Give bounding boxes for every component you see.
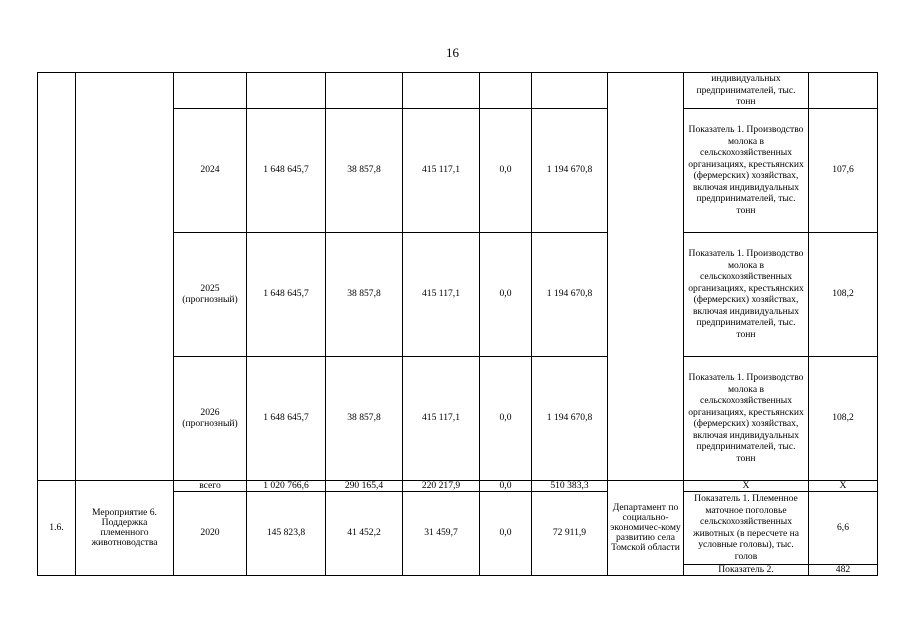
cell-regional [403,73,480,109]
cell-indicator: Х [684,480,809,491]
cell-indicator: Показатель 1. Производство молока в сельскохозяйственных организациях, крестьянских (фермерских) хозяйствах, включая индивидуальных предпринимателей, тыс. тонн [684,356,809,480]
cell-indicator: Показатель 1. Племенное маточное поголовье сельскохозяйственных животных (в пересчете на условные головы), тыс. голов [684,491,809,564]
cell-measure: Мероприятие 6. Поддержка племенного животноводства [76,480,174,575]
cell-local: 0,0 [480,491,532,575]
cell-extra: 510 383,3 [532,480,608,491]
cell-extra [532,73,608,109]
page-number: 16 [446,45,459,60]
cell-year: всего [174,480,247,491]
cell-indicator-value: 108,2 [809,356,878,480]
cell-regional: 415 117,1 [403,108,480,232]
cell-indicator: Показатель 1. Производство молока в сельскохозяйственных организациях, крестьянских (фермерских) хозяйствах, включая индивидуальных предпринимателей, тыс. тонн [684,232,809,356]
cell-indicator-value: 482 [809,564,878,575]
cell-executor-continued [608,73,684,481]
cell-extra: 1 194 670,8 [532,232,608,356]
cell-number-continued [38,73,76,481]
cell-total: 1 020 766,6 [247,480,326,491]
cell-indicator-value: 107,6 [809,108,878,232]
cell-year: 2025 (прогнозный) [174,232,247,356]
cell-year: 2026 (прогнозный) [174,356,247,480]
cell-executor: Департамент по социально-экономичес-кому развитию села Томской области [608,480,684,575]
cell-extra: 72 911,9 [532,491,608,575]
cell-total: 145 823,8 [247,491,326,575]
cell-local [480,73,532,109]
cell-federal: 38 857,8 [326,356,403,480]
cell-year [174,73,247,109]
cell-total: 1 648 645,7 [247,108,326,232]
cell-indicator-value: 6,6 [809,491,878,564]
cell-regional: 220 217,9 [403,480,480,491]
cell-year: 2024 [174,108,247,232]
cell-indicator-value: Х [809,480,878,491]
cell-total: 1 648 645,7 [247,356,326,480]
table-row [38,73,878,109]
cell-extra: 1 194 670,8 [532,108,608,232]
cell-federal: 38 857,8 [326,108,403,232]
cell-total [247,73,326,109]
cell-indicator: Показатель 2. [684,564,809,575]
cell-indicator-value: 108,2 [809,232,878,356]
cell-federal: 38 857,8 [326,232,403,356]
cell-local: 0,0 [480,356,532,480]
cell-extra: 1 194 670,8 [532,356,608,480]
cell-federal [326,73,403,109]
program-financing-table [37,72,878,576]
cell-local: 0,0 [480,232,532,356]
cell-year: 2020 [174,491,247,575]
cell-measure-continued [76,73,174,481]
cell-total: 1 648 645,7 [247,232,326,356]
cell-indicator: Показатель 1. Производство молока в сельскохозяйственных организациях, крестьянских (фермерских) хозяйствах, включая индивидуальных предпринимателей, тыс. тонн [684,108,809,232]
cell-local: 0,0 [480,108,532,232]
cell-number: 1.6. [38,480,76,575]
cell-indicator-value [809,73,878,109]
cell-federal: 290 165,4 [326,480,403,491]
cell-local: 0,0 [480,480,532,491]
cell-regional: 31 459,7 [403,491,480,575]
cell-federal: 41 452,2 [326,491,403,575]
cell-indicator: индивидуальных предпринимателей, тыс. тонн [684,73,809,109]
cell-regional: 415 117,1 [403,232,480,356]
cell-regional: 415 117,1 [403,356,480,480]
table-row [38,480,878,491]
